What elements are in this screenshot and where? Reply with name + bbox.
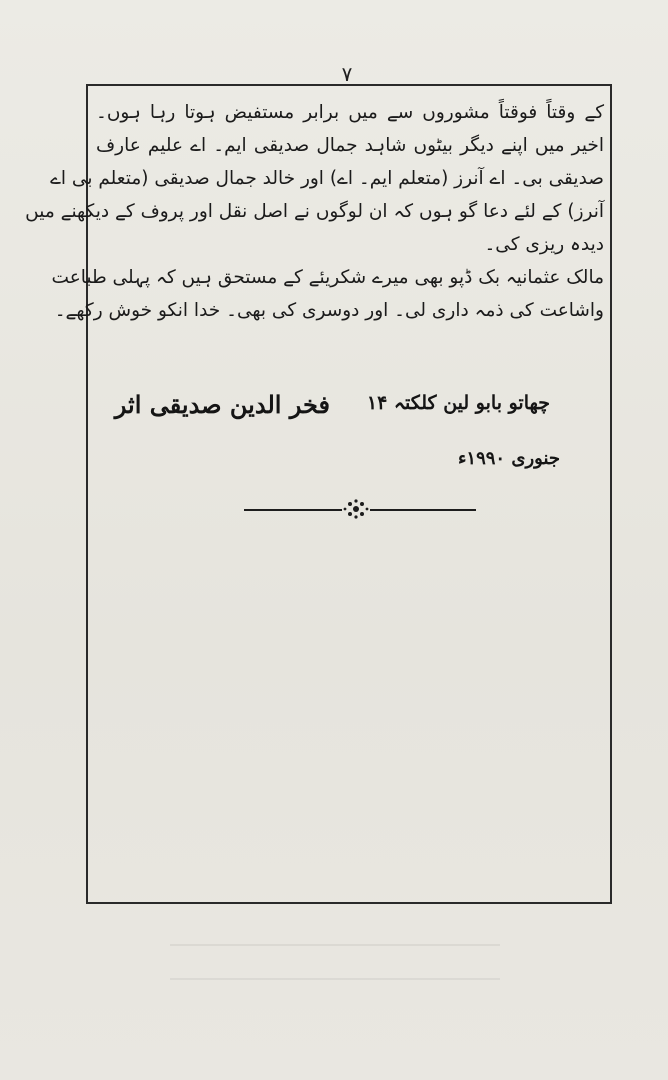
signature-row — [114, 390, 560, 430]
body-line-5: دیدہ ریزی کی۔ — [484, 234, 604, 255]
body-line-7: واشاعت کی ذمہ داری لی۔ اور دوسری کی بھی۔ خدا انکو خوش رکھے۔ — [54, 300, 604, 321]
signature-name: فخر الدین صدیقی اثر — [114, 390, 330, 419]
page-number: ۷ — [341, 62, 353, 86]
body-text — [25, 96, 604, 327]
bleed-through-text — [170, 930, 500, 1010]
signature-place: چھاتو بابو لین کلکتہ ۱۴ — [366, 392, 550, 414]
signature-date: جنوری ۱۹۹۰ء — [457, 448, 560, 469]
flourish-icon — [342, 497, 370, 521]
body-line-1: کے وقتاً فوقتاً مشوروں سے میں برابر مستفیض ہوتا رہا ہوں۔ — [96, 102, 604, 123]
body-line-3: صدیقی بی۔ اے آنرز (متعلم ایم۔ اے) اور خالد جمال صدیقی (متعلم بی اے — [50, 168, 604, 189]
ornamental-divider — [244, 497, 476, 521]
divider-rule-left — [244, 509, 342, 511]
body-line-6: مالک عثمانیہ بک ڈپو بھی میرے شکریئے کے مستحق ہیں کہ پہلی طباعت — [51, 267, 604, 288]
divider-rule-right — [370, 509, 476, 511]
body-line-2: اخیر میں اپنے دیگر بیٹوں شاہد جمال صدیقی ایم۔ اے علیم عارف — [96, 135, 604, 156]
body-line-4: آنرز) کے لئے دعا گو ہوں کہ ان لوگوں نے اصل نقل اور پروف کے دیکھنے میں — [25, 201, 604, 222]
